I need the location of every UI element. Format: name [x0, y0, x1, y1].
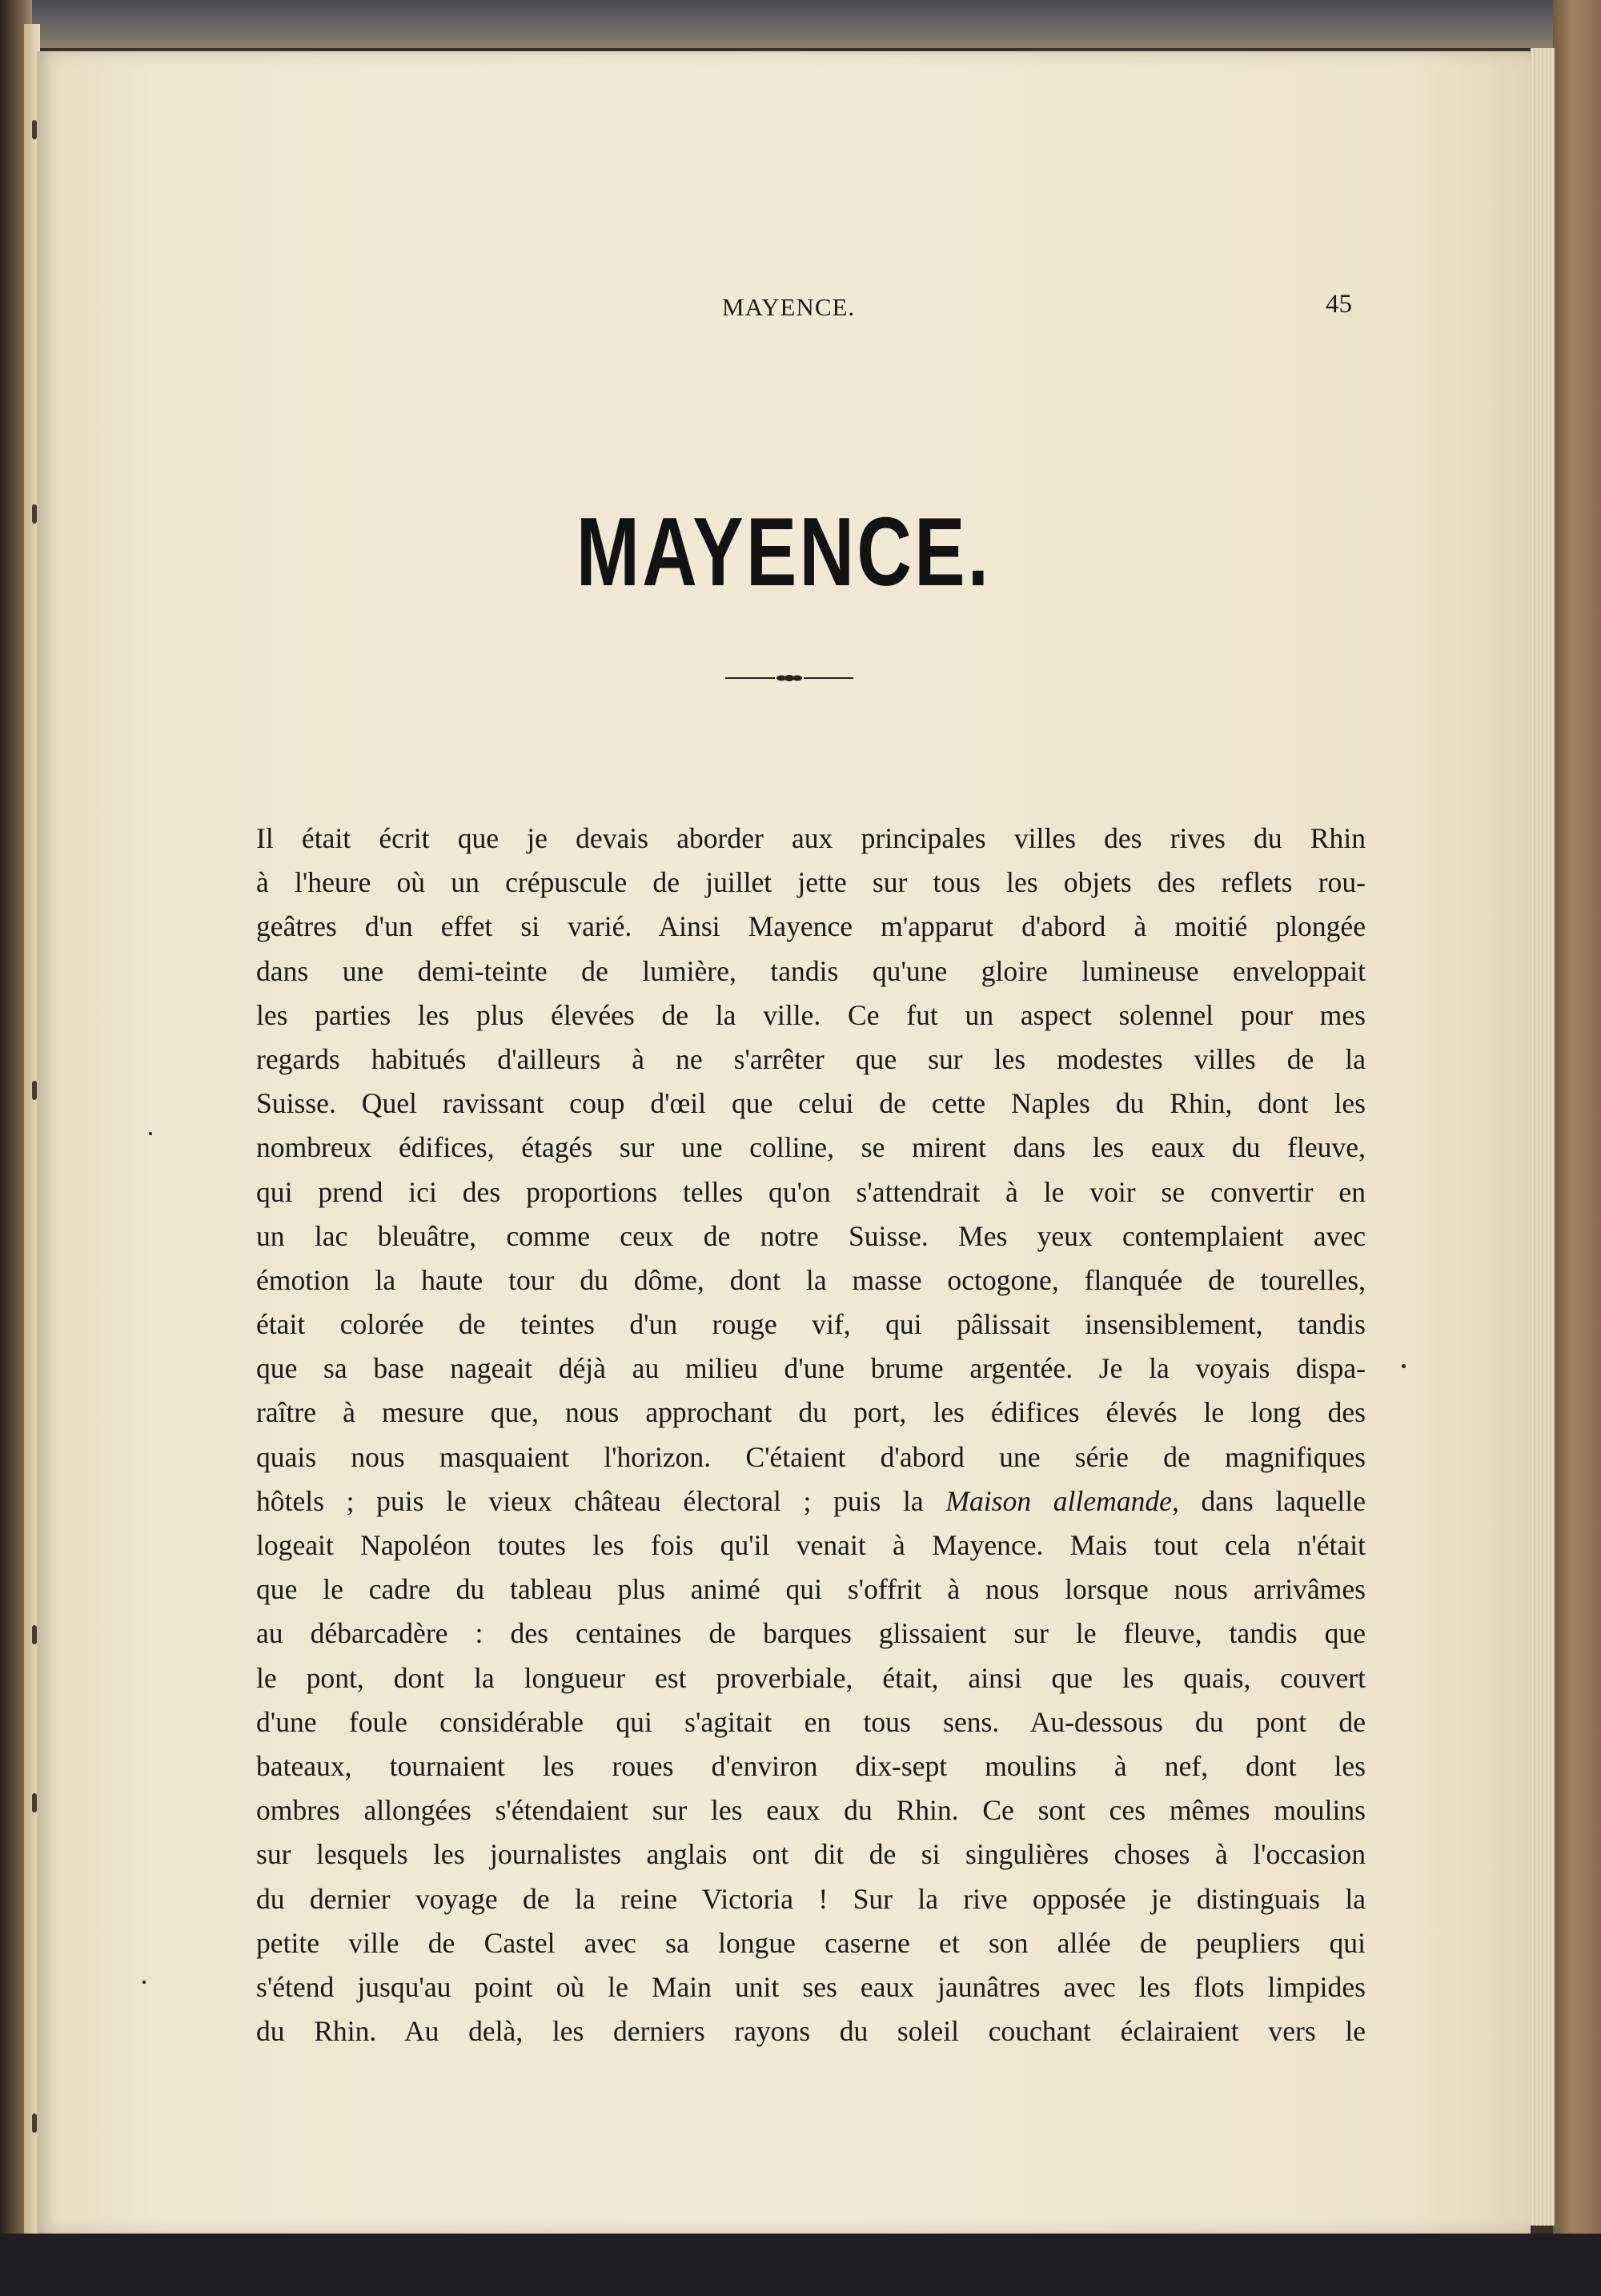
running-head: [37, 290, 1531, 325]
italic-span: Maison allemande,: [945, 1484, 1179, 1517]
text-line: regards habitués d'ailleurs à ne s'arrêter que sur les modestes villes de la: [256, 1042, 1366, 1075]
text-line: au débarcadère : des centaines de barques glissaient sur le fleuve, tandis que: [256, 1617, 1366, 1650]
text-line: du dernier voyage de la reine Victoria ! Sur la rive opposée je distinguais la: [256, 1882, 1366, 1915]
margin-mark: [32, 1625, 37, 1644]
text-line: bateaux, tournaient les roues d'environ dix-sept moulins à nef, dont les: [256, 1749, 1366, 1782]
chapter-title: MAYENCE.: [576, 497, 992, 606]
text-line: à l'heure où un crépuscule de juillet jette sur tous les objets des reflets rou-: [256, 866, 1366, 899]
text-span: hôtels ; puis le vieux château électoral ; puis la: [256, 1484, 924, 1517]
margin-mark: [32, 120, 37, 139]
text-line: raître à mesure que, nous approchant du port, les édifices élevés le long des: [256, 1396, 1366, 1429]
body-text: [256, 817, 1366, 2053]
paper-speck: [149, 1132, 152, 1135]
paper-speck: [1402, 1364, 1406, 1368]
text-line: Suisse. Quel ravissant coup d'œil que celui de cette Naples du Rhin, dont les: [256, 1087, 1366, 1120]
book-bottom-edge: [0, 2234, 1601, 2296]
margin-mark: [32, 2113, 37, 2133]
text-line: que sa base nageait déjà au milieu d'une brume argentée. Je la voyais dispa-: [256, 1352, 1366, 1385]
text-line: d'une foule considérable qui s'agitait en tous sens. Au-dessous du pont de: [256, 1705, 1366, 1738]
text-line: émotion la haute tour du dôme, dont la masse octogone, flanquée de tourelles,: [256, 1263, 1366, 1296]
text-line: quais nous masquaient l'horizon. C'étaient d'abord une série de magnifiques: [256, 1440, 1366, 1473]
ornament-divider: [725, 671, 853, 685]
text-line: un lac bleuâtre, comme ceux de notre Suisse. Mes yeux contemplaient avec: [256, 1219, 1366, 1252]
margin-mark: [32, 1081, 37, 1100]
text-line: logeait Napoléon toutes les fois qu'il venait à Mayence. Mais tout cela n'était: [256, 1529, 1366, 1561]
text-span: dans laquelle: [1201, 1484, 1366, 1517]
text-line: les parties les plus élevées de la ville. Ce fut un aspect solennel pour mes: [256, 998, 1366, 1031]
margin-mark: [32, 504, 37, 524]
text-line: Il était écrit que je devais aborder aux principales villes des rives du Rhin: [256, 822, 1366, 854]
book-top-edge: [32, 0, 1585, 48]
text-line: ombres allongées s'étendaient sur les eaux du Rhin. Ce sont ces mêmes moulins: [256, 1794, 1366, 1827]
page-fore-edge: [1531, 48, 1555, 2226]
text-line: s'étend jusqu'au point où le Main unit ses eaux jaunâtres avec les flots limpides: [256, 1970, 1366, 2003]
text-line: dans une demi-teinte de lumière, tandis qu'une gloire lumineuse enveloppait: [256, 954, 1366, 987]
page-number: 45: [1326, 290, 1352, 319]
running-title: MAYENCE.: [722, 293, 856, 321]
text-line: que le cadre du tableau plus animé qui s'offrit à nous lorsque nous arrivâmes: [256, 1573, 1366, 1606]
text-line: du Rhin. Au delà, les derniers rayons du soleil couchant éclairaient vers le: [256, 2015, 1366, 2048]
text-line: sur lesquels les journalistes anglais ont dit de si singulières choses à l'occasion: [256, 1838, 1366, 1871]
text-line-italic-mixed: [256, 1479, 1366, 1523]
book-cover-right: [1553, 0, 1601, 2296]
text-line: qui prend ici des proportions telles qu'on s'attendrait à le voir se convertir en: [256, 1175, 1366, 1208]
text-line: geâtres d'un effet si varié. Ainsi Mayence m'apparut d'abord à moitié plongée: [256, 910, 1366, 943]
margin-mark: [32, 1793, 37, 1812]
text-line: était colorée de teintes d'un rouge vif, qui pâlissait insensiblement, tandis: [256, 1308, 1366, 1341]
text-line: le pont, dont la longueur est proverbiale, était, ainsi que les quais, couvert: [256, 1661, 1366, 1694]
text-line: petite ville de Castel avec sa longue caserne et son allée de peupliers qui: [256, 1926, 1366, 1959]
paper-speck: [142, 1981, 146, 1984]
book-page: [37, 51, 1531, 2234]
text-line: nombreux édifices, étagés sur une colline, se mirent dans les eaux du fleuve,: [256, 1131, 1366, 1164]
